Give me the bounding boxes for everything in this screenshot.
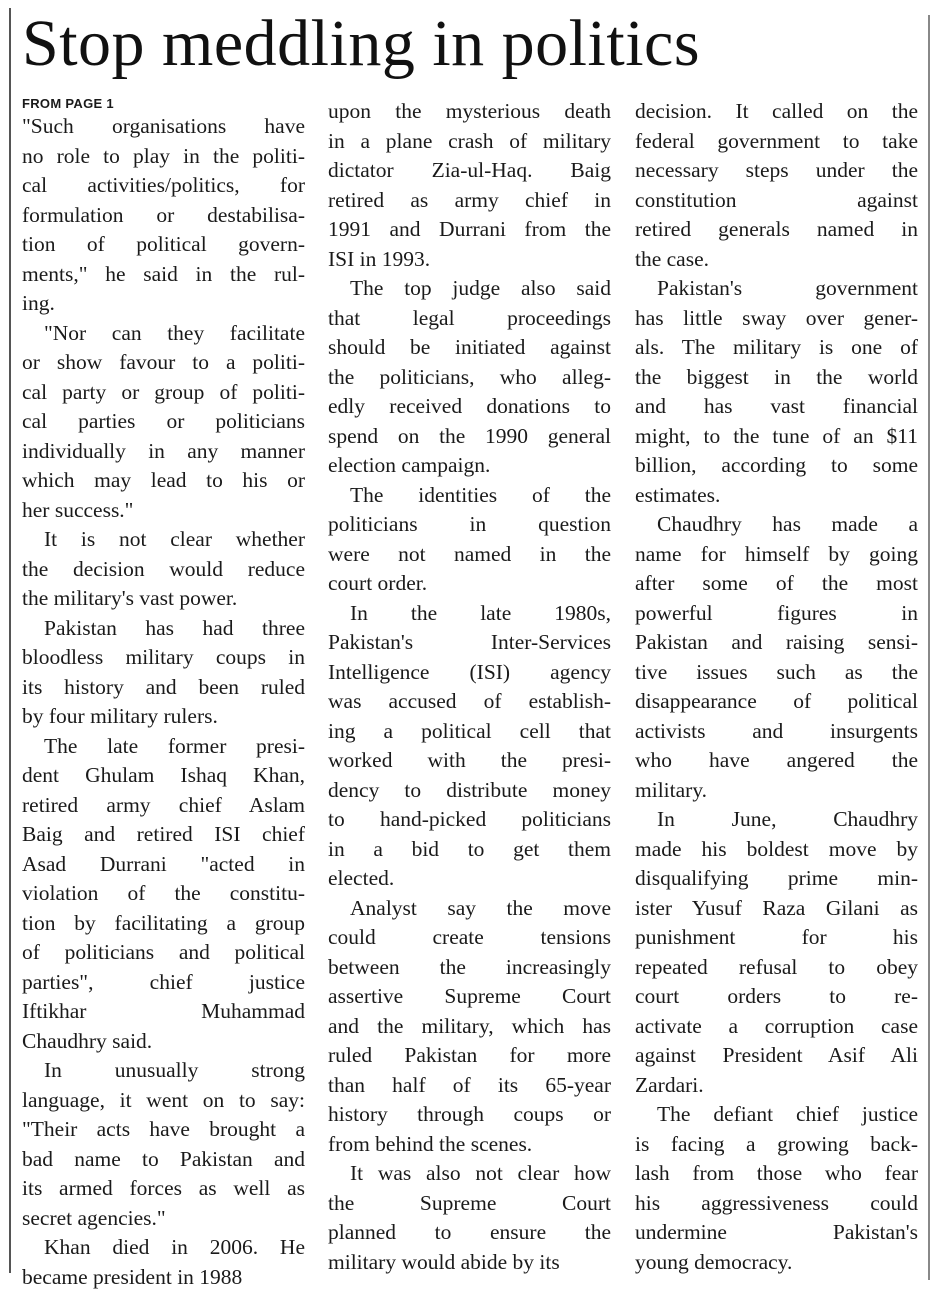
text-line: retired as army chief in xyxy=(328,186,611,216)
text-line: its history and been ruled xyxy=(22,673,305,703)
text-line: were not named in the xyxy=(328,540,611,570)
text-line: Zardari. xyxy=(635,1071,918,1101)
text-line: is facing a growing back- xyxy=(635,1130,918,1160)
text-line: made his boldest move by xyxy=(635,835,918,865)
text-line: cal parties or politicians xyxy=(22,407,305,437)
text-line: edly received donations to xyxy=(328,392,611,422)
text-line: tion of political govern- xyxy=(22,230,305,260)
text-line: court orders to re- xyxy=(635,982,918,1012)
text-line: of politicians and political xyxy=(22,938,305,968)
text-line: activate a corruption case xyxy=(635,1012,918,1042)
text-line: the biggest in the world xyxy=(635,363,918,393)
text-line: necessary steps under the xyxy=(635,156,918,186)
text-line: in a plane crash of military xyxy=(328,127,611,157)
text-line: The defiant chief justice xyxy=(635,1100,918,1130)
text-line: "Such organisations have xyxy=(22,112,305,142)
text-line: language, it went on to say: xyxy=(22,1086,305,1116)
kicker-from-page: FROM PAGE 1 xyxy=(22,97,305,111)
text-line: ruled Pakistan for more xyxy=(328,1041,611,1071)
text-line: bad name to Pakistan and xyxy=(22,1145,305,1175)
text-line: who have angered the xyxy=(635,746,918,776)
text-line: powerful figures in xyxy=(635,599,918,629)
text-line: his aggressiveness could xyxy=(635,1189,918,1219)
text-line: lash from those who fear xyxy=(635,1159,918,1189)
text-line: young democracy. xyxy=(635,1248,918,1278)
text-line: should be initiated against xyxy=(328,333,611,363)
text-line: ister Yusuf Raza Gilani as xyxy=(635,894,918,924)
text-line: ISI in 1993. xyxy=(328,245,611,275)
paragraph xyxy=(635,1100,918,1277)
text-line: Chaudhry said. xyxy=(22,1027,305,1057)
paragraph xyxy=(22,525,305,614)
text-line: constitution against xyxy=(635,186,918,216)
text-line: decision. It called on the xyxy=(635,97,918,127)
text-line: activists and insurgents xyxy=(635,717,918,747)
headline: Stop meddling in politics xyxy=(22,4,700,84)
text-line: her success." xyxy=(22,496,305,526)
text-line: after some of the most xyxy=(635,569,918,599)
text-line: undermine Pakistan's xyxy=(635,1218,918,1248)
text-line: Pakistan and raising sensi- xyxy=(635,628,918,658)
text-line: The top judge also said xyxy=(328,274,611,304)
paragraph xyxy=(328,894,611,1160)
text-line: worked with the presi- xyxy=(328,746,611,776)
paragraph xyxy=(22,319,305,526)
text-line: no role to play in the politi- xyxy=(22,142,305,172)
text-line: military. xyxy=(635,776,918,806)
text-line: elected. xyxy=(328,864,611,894)
paragraph xyxy=(328,1159,611,1277)
text-line: by four military rulers. xyxy=(22,702,305,732)
text-line: and the military, which has xyxy=(328,1012,611,1042)
text-line: In unusually strong xyxy=(22,1056,305,1086)
text-line: estimates. xyxy=(635,481,918,511)
text-line: Iftikhar Muhammad xyxy=(22,997,305,1027)
text-line: Analyst say the move xyxy=(328,894,611,924)
text-line: history through coups or xyxy=(328,1100,611,1130)
text-line: violation of the constitu- xyxy=(22,879,305,909)
text-line: Khan died in 2006. He xyxy=(22,1233,305,1263)
text-line: that legal proceedings xyxy=(328,304,611,334)
text-line: retired generals named in xyxy=(635,215,918,245)
text-line: might, to the tune of an $11 xyxy=(635,422,918,452)
text-line: It was also not clear how xyxy=(328,1159,611,1189)
paragraph xyxy=(635,510,918,805)
text-line: and has vast financial xyxy=(635,392,918,422)
text-line: bloodless military coups in xyxy=(22,643,305,673)
text-line: or show favour to a politi- xyxy=(22,348,305,378)
text-line: between the increasingly xyxy=(328,953,611,983)
text-line: against President Asif Ali xyxy=(635,1041,918,1071)
paragraph xyxy=(22,1233,305,1292)
text-line: which may lead to his or xyxy=(22,466,305,496)
paragraph xyxy=(328,599,611,894)
text-line: tion by facilitating a group xyxy=(22,909,305,939)
text-line: secret agencies." xyxy=(22,1204,305,1234)
text-line: It is not clear whether xyxy=(22,525,305,555)
text-line: billion, according to some xyxy=(635,451,918,481)
text-line: disqualifying prime min- xyxy=(635,864,918,894)
text-line: Intelligence (ISI) agency xyxy=(328,658,611,688)
text-line: its armed forces as well as xyxy=(22,1174,305,1204)
text-line: repeated refusal to obey xyxy=(635,953,918,983)
text-line: in a bid to get them xyxy=(328,835,611,865)
text-line: the decision would reduce xyxy=(22,555,305,585)
text-line: dent Ghulam Ishaq Khan, xyxy=(22,761,305,791)
text-line: Chaudhry has made a xyxy=(635,510,918,540)
text-line: tive issues such as the xyxy=(635,658,918,688)
column-rule-left xyxy=(9,8,11,1273)
text-line: ing. xyxy=(22,289,305,319)
text-line: ments," he said in the rul- xyxy=(22,260,305,290)
text-line: cal activities/politics, for xyxy=(22,171,305,201)
text-line: assertive Supreme Court xyxy=(328,982,611,1012)
text-line: als. The military is one of xyxy=(635,333,918,363)
text-line: the politicians, who alleg- xyxy=(328,363,611,393)
paragraph xyxy=(22,614,305,732)
text-line: punishment for his xyxy=(635,923,918,953)
text-line: Baig and retired ISI chief xyxy=(22,820,305,850)
text-line: military would abide by its xyxy=(328,1248,611,1278)
text-line: to hand-picked politicians xyxy=(328,805,611,835)
text-line: name for himself by going xyxy=(635,540,918,570)
text-line: the case. xyxy=(635,245,918,275)
text-line: formulation or destabilisa- xyxy=(22,201,305,231)
text-line: from behind the scenes. xyxy=(328,1130,611,1160)
text-line: Asad Durrani "acted in xyxy=(22,850,305,880)
text-line: Pakistan has had three xyxy=(22,614,305,644)
article-column-3 xyxy=(635,97,918,1277)
text-line: 1991 and Durrani from the xyxy=(328,215,611,245)
paragraph xyxy=(22,732,305,1057)
text-line: planned to ensure the xyxy=(328,1218,611,1248)
text-line: disappearance of political xyxy=(635,687,918,717)
text-line: court order. xyxy=(328,569,611,599)
text-line: "Their acts have brought a xyxy=(22,1115,305,1145)
text-line: Pakistan's government xyxy=(635,274,918,304)
text-line: dictator Zia-ul-Haq. Baig xyxy=(328,156,611,186)
text-line: individually in any manner xyxy=(22,437,305,467)
text-line: than half of its 65-year xyxy=(328,1071,611,1101)
paragraph xyxy=(635,97,918,274)
text-line: The identities of the xyxy=(328,481,611,511)
text-line: the Supreme Court xyxy=(328,1189,611,1219)
text-line: cal party or group of politi- xyxy=(22,378,305,408)
text-line: could create tensions xyxy=(328,923,611,953)
column-rule-right xyxy=(928,15,930,1280)
paragraph xyxy=(22,112,305,319)
text-line: was accused of establish- xyxy=(328,687,611,717)
text-line: election campaign. xyxy=(328,451,611,481)
text-line: parties", chief justice xyxy=(22,968,305,998)
text-line: The late former presi- xyxy=(22,732,305,762)
text-line: In the late 1980s, xyxy=(328,599,611,629)
text-line: federal government to take xyxy=(635,127,918,157)
paragraph xyxy=(22,1056,305,1233)
paragraph xyxy=(635,805,918,1100)
text-line: became president in 1988 xyxy=(22,1263,305,1292)
text-line: has little sway over gener- xyxy=(635,304,918,334)
text-line: politicians in question xyxy=(328,510,611,540)
text-line: spend on the 1990 general xyxy=(328,422,611,452)
paragraph xyxy=(635,274,918,510)
text-line: upon the mysterious death xyxy=(328,97,611,127)
text-line: Pakistan's Inter-Services xyxy=(328,628,611,658)
paragraph xyxy=(328,97,611,274)
text-line: "Nor can they facilitate xyxy=(22,319,305,349)
article-column-2 xyxy=(328,97,611,1277)
text-line: retired army chief Aslam xyxy=(22,791,305,821)
text-line: ing a political cell that xyxy=(328,717,611,747)
article-column-1 xyxy=(22,97,305,1292)
text-line: dency to distribute money xyxy=(328,776,611,806)
text-line: the military's vast power. xyxy=(22,584,305,614)
paragraph xyxy=(328,274,611,481)
text-line: In June, Chaudhry xyxy=(635,805,918,835)
paragraph xyxy=(328,481,611,599)
